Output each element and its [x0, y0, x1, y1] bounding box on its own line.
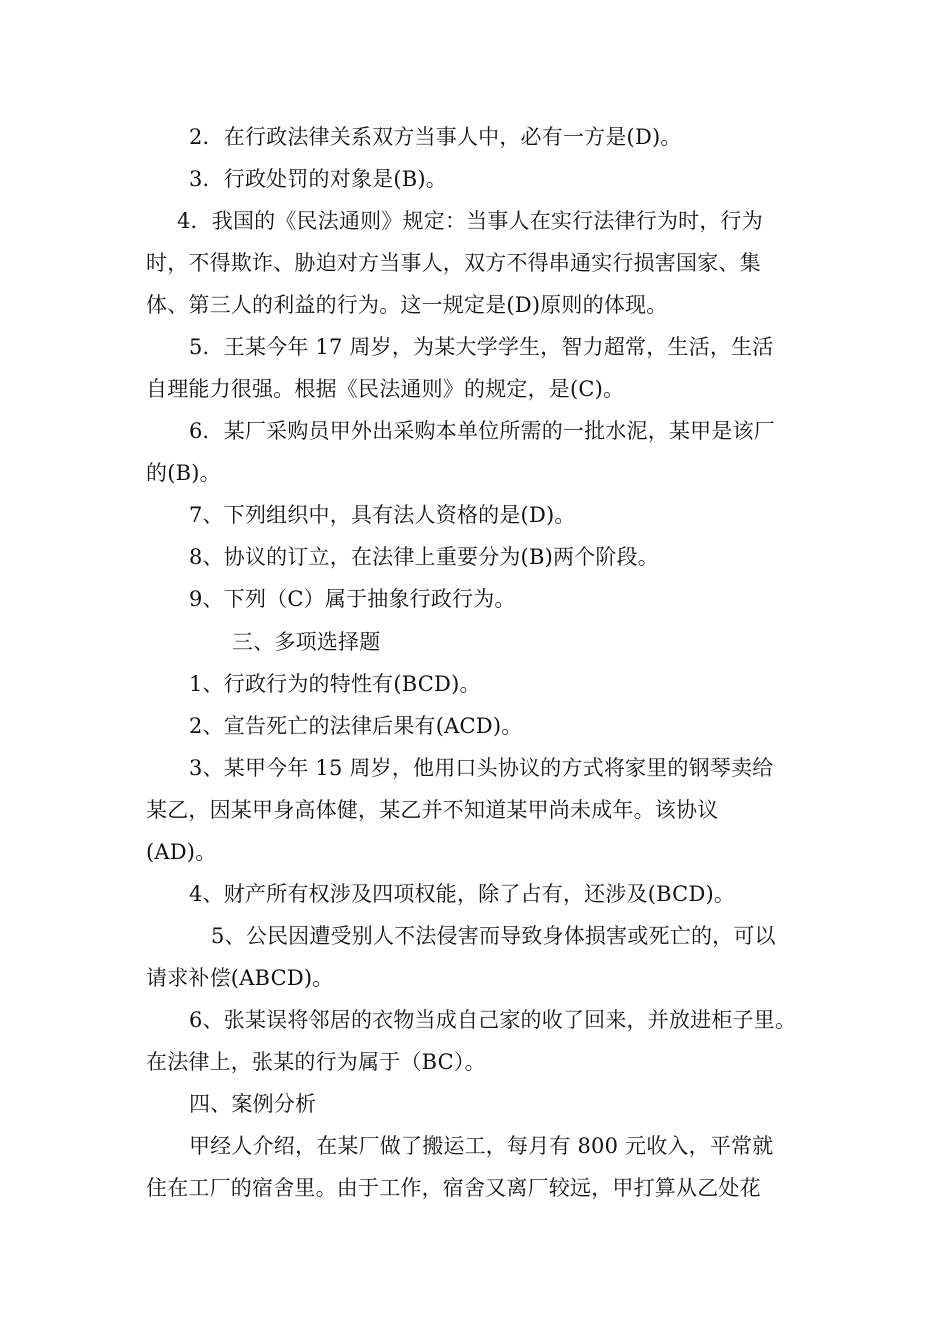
text-line: 7、下列组织中，具有法人资格的是(D)。: [189, 503, 576, 527]
text-line: 2、宣告死亡的法律后果有(ACD)。: [189, 714, 523, 738]
text-line: 在法律上，张某的行为属于（BC）。: [146, 1050, 486, 1074]
section-heading: 四、案例分析: [189, 1092, 317, 1116]
text-line: 3．行政处罚的对象是(B)。: [189, 167, 447, 191]
text-line: (AD)。: [146, 840, 217, 864]
text-line: 5．王某今年 17 周岁，为某大学学生，智力超常，生活，生活: [189, 335, 774, 359]
text-line: 9、下列（C）属于抽象行政行为。: [189, 587, 516, 611]
section-heading: 三、多项选择题: [232, 630, 381, 654]
text-line: 3、某甲今年 15 周岁，他用口头协议的方式将家里的钢琴卖给: [189, 756, 774, 780]
text-line: 住在工厂的宿舍里。由于工作，宿舍又离厂较远，甲打算从乙处花: [146, 1176, 761, 1200]
text-line: 6、张某误将邻居的衣物当成自己家的收了回来，并放进柜子里。: [189, 1008, 797, 1032]
text-line: 4、财产所有权涉及四项权能，除了占有，还涉及(BCD)。: [189, 882, 736, 906]
text-line: 2．在行政法律关系双方当事人中，必有一方是(D)。: [189, 125, 682, 149]
text-line: 体、第三人的利益的行为。这一规定是(D)原则的体现。: [146, 293, 668, 317]
text-line: 甲经人介绍，在某厂做了搬运工，每月有 800 元收入，平常就: [189, 1134, 774, 1158]
text-line: 1、行政行为的特性有(BCD)。: [189, 672, 481, 696]
text-line: 时，不得欺诈、胁迫对方当事人，双方不得串通实行损害国家、集: [146, 251, 761, 275]
text-line: 6．某厂采购员甲外出采购本单位所需的一批水泥，某甲是该厂: [189, 419, 775, 443]
text-line: 某乙，因某甲身高体健，某乙并不知道某甲尚未成年。该协议: [146, 798, 719, 822]
text-line: 自理能力很强。根据《民法通则》的规定，是(C)。: [146, 377, 625, 401]
text-line: 的(B)。: [146, 461, 221, 485]
text-line: 5、公民因遭受别人不法侵害而导致身体损害或死亡的，可以: [211, 924, 776, 948]
text-line: 请求补偿(ABCD)。: [146, 966, 334, 990]
text-line: 8、协议的订立，在法律上重要分为(B)两个阶段。: [189, 545, 659, 569]
text-line: 4．我国的《民法通则》规定：当事人在实行法律行为时，行为: [177, 209, 763, 233]
